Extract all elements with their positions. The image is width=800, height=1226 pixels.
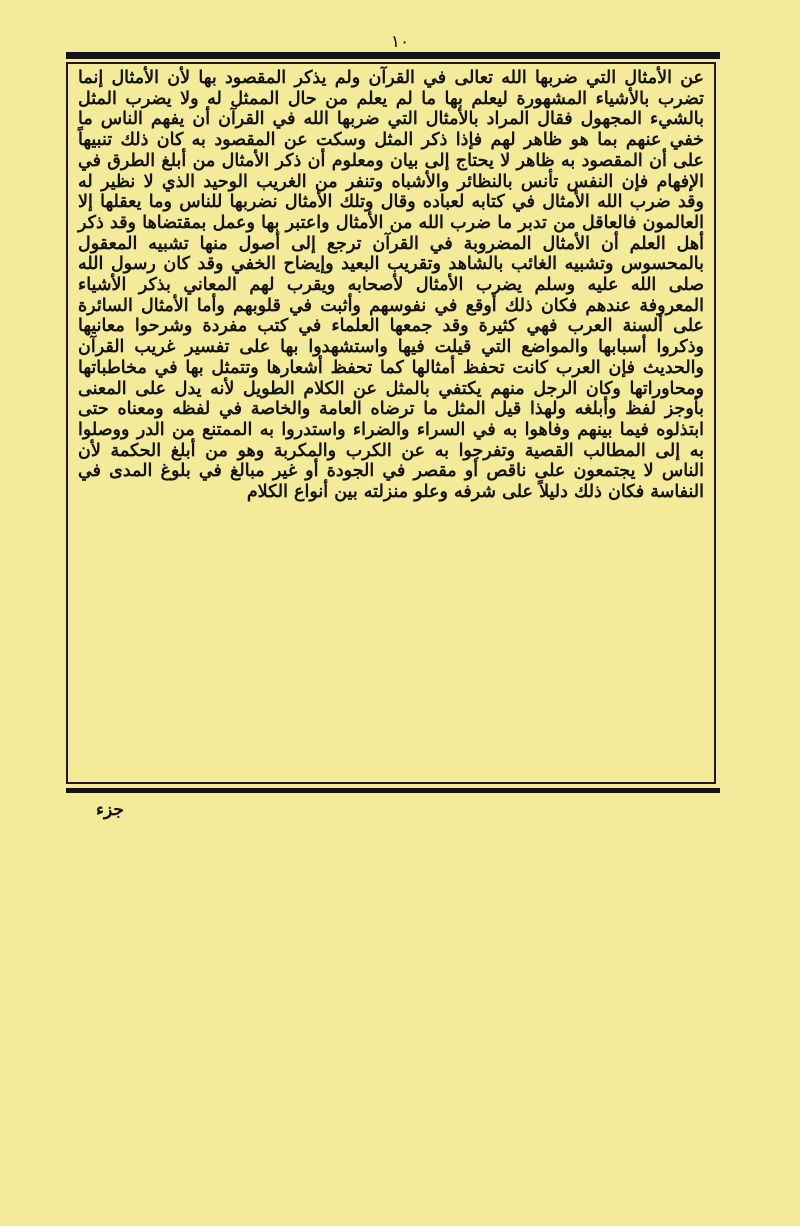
page-number: ١٠: [390, 32, 410, 52]
main-text-frame: [66, 62, 716, 784]
main-text-body: عن الأمثال التي ضربها الله تعالى في القرآن ولم يذكر المقصود بها لأن الأمثال إنما تضرب بالأشياء المشهورة ليعلم بها ما لم يعلم من حال الممثل له ولا يضرب المثل بالشيء المجهول فقال المراد بالأمثال التي ضربها الله في القرآن أن يفهم الناس ما خفي عنهم بما هو ظاهر لهم فإذا ذكر المثل وسكت عن المقصود به كان ذلك تنبيهاً على أن المقصود به ظاهر لا يحتاج إلى بيان ومعلوم أن ذكر الأمثال من أبلغ الطرق في الإفهام فإن النفس تأنس بالنظائر والأشباه وتنفر من الغريب الوحيد الذي لا نظير له وقد ضرب الله الأمثال في كتابه لعباده وقال وتلك الأمثال نضربها للناس وما يعقلها إلا العالمون فالعاقل من تدبر ما ضرب الله من الأمثال واعتبر بها وعمل بمقتضاها وقد ذكر أهل العلم أن الأمثال المضروبة في القرآن ترجع إلى أصول منها تشبيه المعقول بالمحسوس وتشبيه الغائب بالشاهد وتقريب البعيد وإيضاح الخفي وقد كان رسول الله صلى الله عليه وسلم يضرب الأمثال لأصحابه ويقرب لهم المعاني بذكر الأشياء المعروفة عندهم فكان ذلك أوقع في نفوسهم وأثبت في قلوبهم وأما الأمثال السائرة على ألسنة العرب فهي كثيرة وقد جمعها العلماء في كتب مفردة وشرحوا معانيها وذكروا أسبابها والمواضع التي قيلت فيها واستشهدوا بها على تفسير غريب القرآن والحديث فإن العرب كانت تحفظ أمثالها كما تحفظ أشعارها وتتمثل بها في مخاطباتها ومحاوراتها وكان الرجل منهم يكتفي بالمثل عن الكلام الطويل لأنه يدل على المعنى بأوجز لفظ وأبلغه ولهذا قيل المثل ما ترضاه العامة والخاصة في لفظه ومعناه حتى ابتذلوه فيما بينهم وفاهوا به في السراء والضراء واستدروا به الممتنع من الدر ووصلوا به إلى المطالب القصية وتفرجوا به عن الكرب والمكربة وهو من أبلغ الحكمة لأن الناس لا يجتمعون على ناقص أو مقصر في الجودة أو غير مبالغ في بلوغ المدى في النفاسة فكان ذلك دليلاً على شرفه وعلو منزلته بين أنواع الكلام: [78, 68, 704, 503]
catchword: جزء: [96, 800, 124, 820]
bottom-rule: [66, 788, 720, 793]
top-rule: [66, 52, 720, 59]
